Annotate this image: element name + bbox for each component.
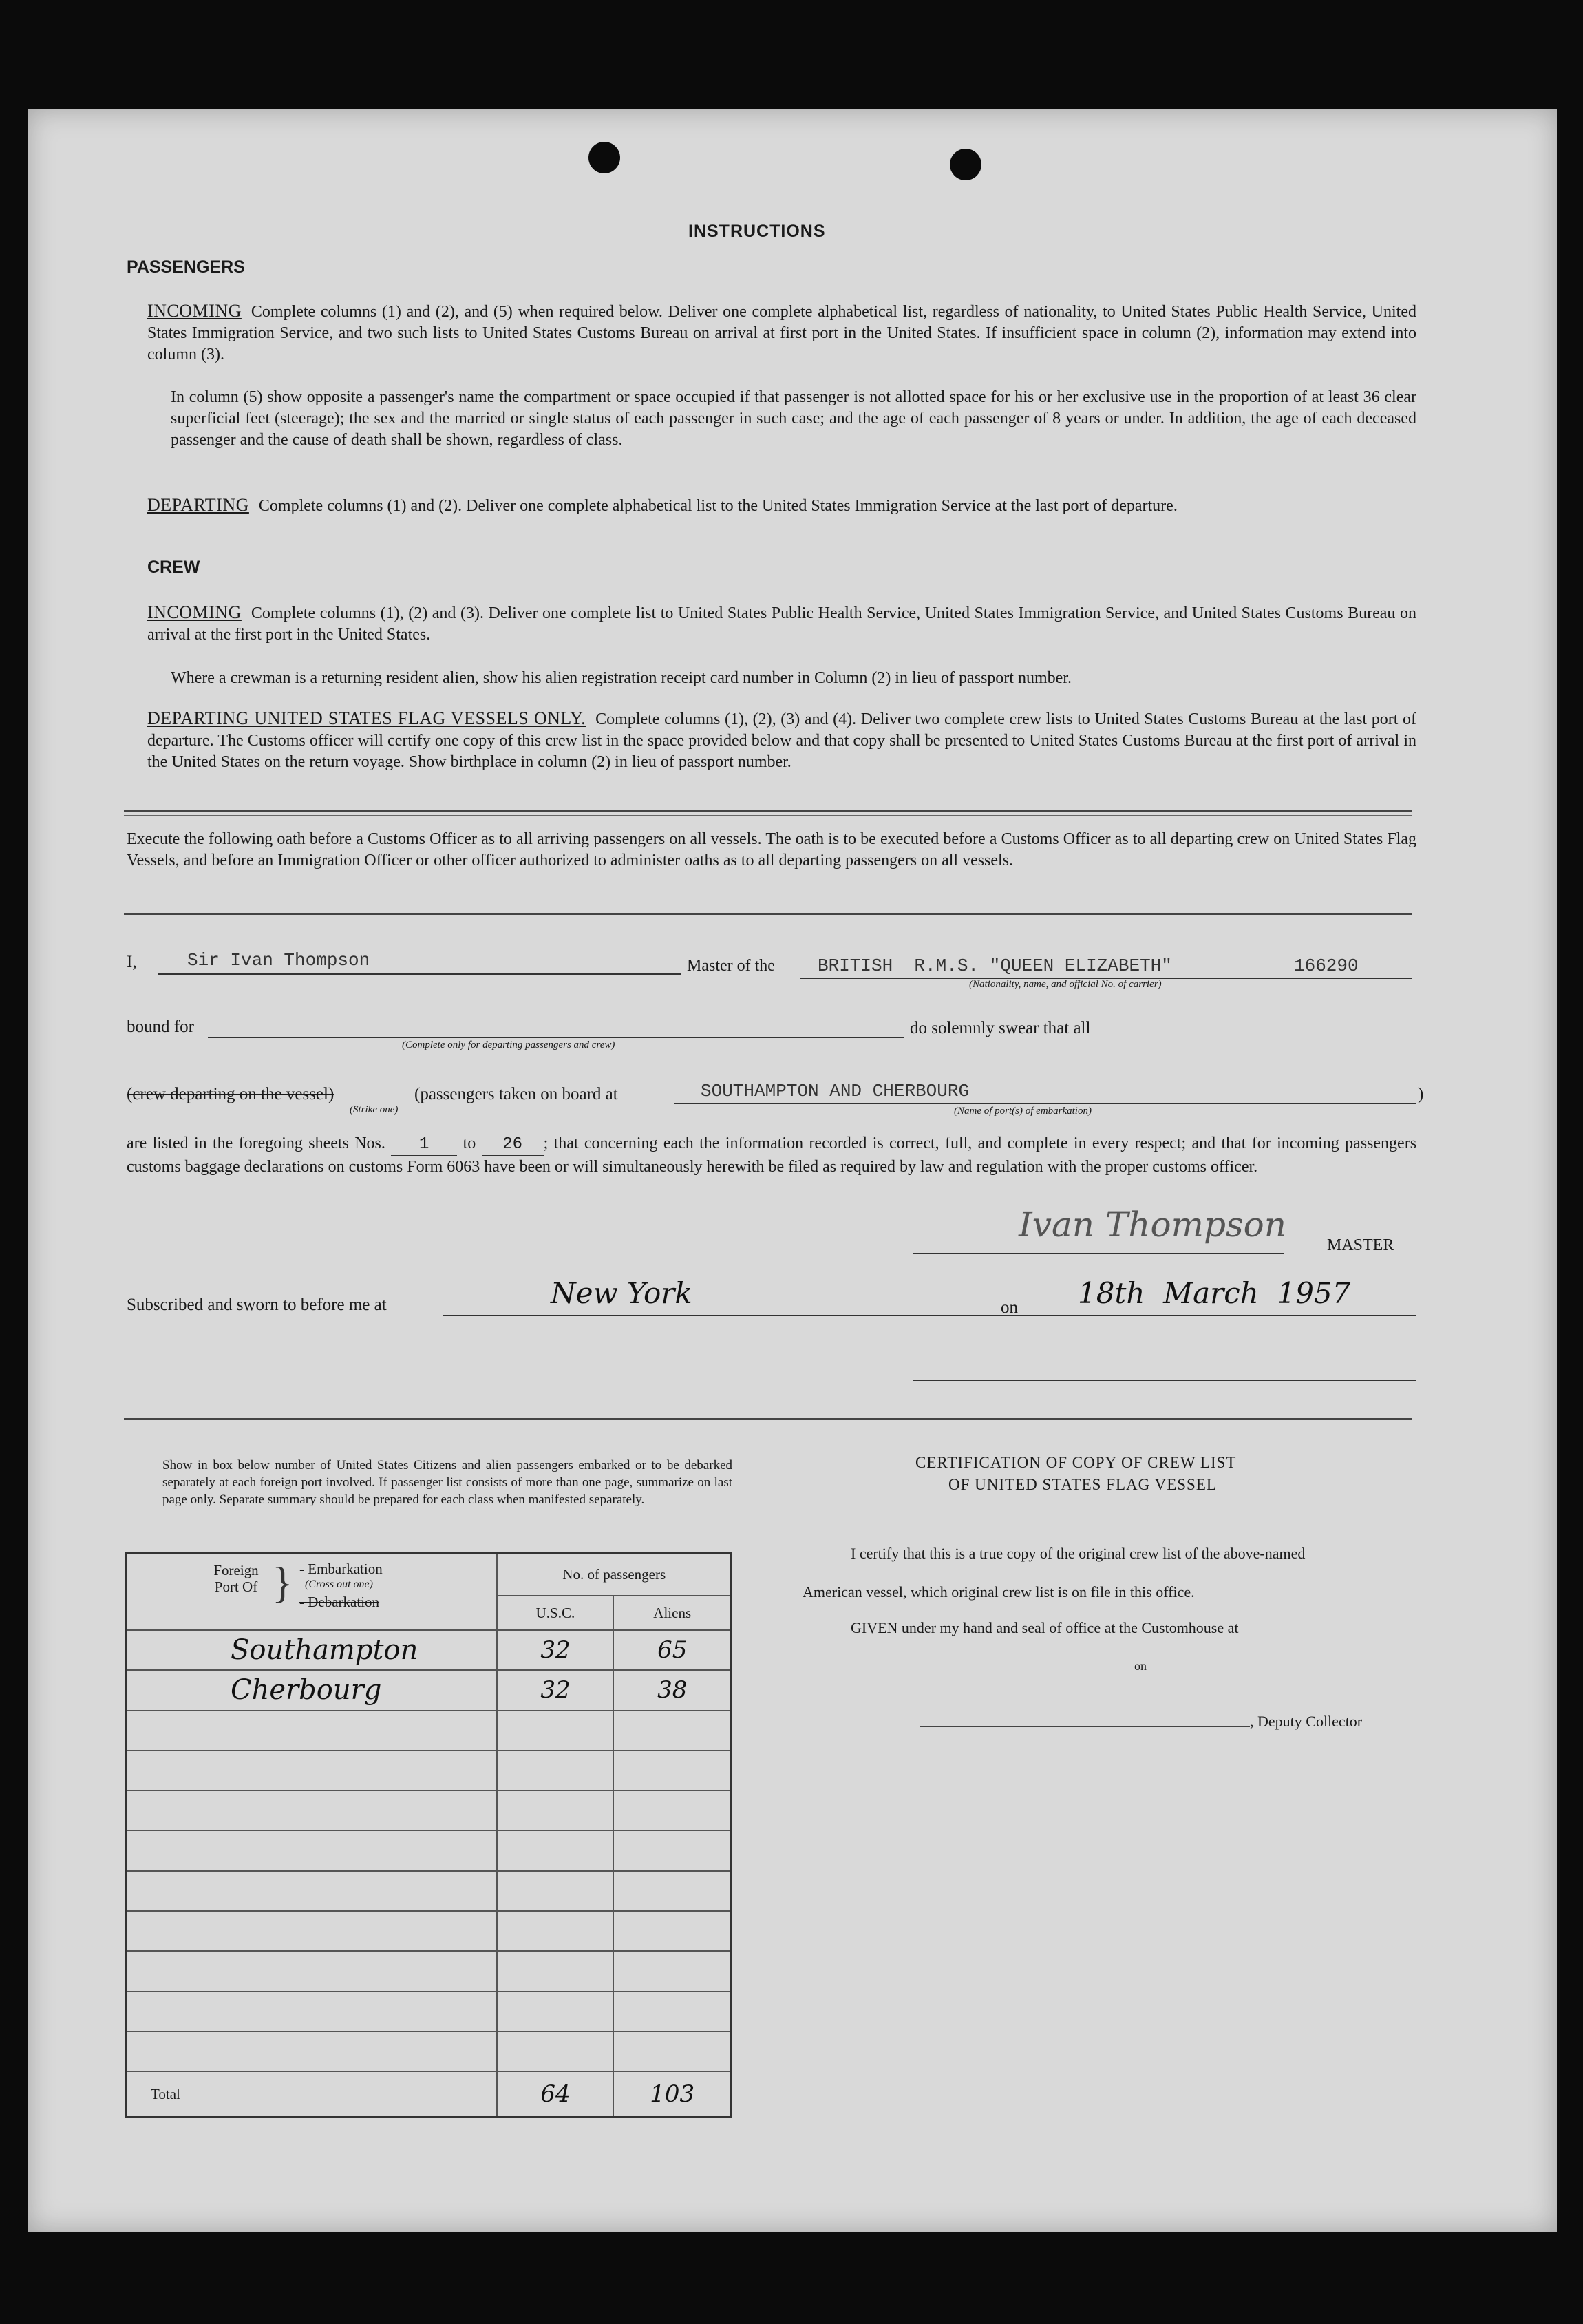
master-signature: Ivan Thompson <box>1019 1205 1286 1245</box>
crew-departing-label: DEPARTING UNITED STATES FLAG VESSELS ONLY. <box>147 708 586 728</box>
divider-top <box>124 810 1412 812</box>
official-number: 166290 <box>1294 955 1359 976</box>
to-label: to <box>463 1134 476 1152</box>
table-row <box>127 1871 732 1911</box>
crew-incoming-paragraph <box>147 602 1416 646</box>
strike-one-caption: (Strike one) <box>350 1104 399 1115</box>
crew-resident-paragraph: Where a crewman is a returning resident alien, show his alien registration receipt card number in Column (2) in lieu of passport number. <box>171 669 1072 687</box>
passengers-taken-label: (passengers taken on board at <box>414 1085 618 1103</box>
foreign-port-header <box>127 1553 498 1630</box>
certify-text: I certify that this is a true copy of the original crew list of the above-named <box>851 1545 1306 1562</box>
on-label: on <box>1001 1298 1018 1317</box>
crew-departing-struck: (crew departing on the vessel) <box>127 1085 334 1103</box>
sworn-place: New York <box>551 1276 692 1310</box>
table-row <box>127 1830 732 1870</box>
usc-cell: 32 <box>497 1670 613 1710</box>
given-text: GIVEN under my hand and seal of office at the Customhouse at <box>851 1619 1239 1636</box>
carrier-caption: (Nationality, name, and official No. of carrier) <box>969 979 1162 990</box>
listed-paragraph <box>127 1133 1416 1178</box>
ports-caption: (Name of port(s) of embarkation) <box>954 1106 1092 1117</box>
aliens-cell: 38 <box>613 1670 731 1710</box>
master-name-line <box>158 973 681 975</box>
passengers-departing-label: DEPARTING <box>147 495 249 515</box>
listed-suffix: ; that concerning each the information recorded is correct, full, and complete in every respect; and that for incoming passengers customs baggage declarations on customs Form 6063 have been or will simultaneously herewith be filed as required by law and regulation with the proper customs officer. <box>127 1134 1417 1176</box>
ports-close-paren: ) <box>1418 1085 1424 1103</box>
passengers-incoming-label: INCOMING <box>147 301 242 321</box>
passengers-departing-text: Complete columns (1) and (2). Deliver one complete alphabetical list to the United States Immigration Service at the last port of departure. <box>258 497 1178 515</box>
punch-hole-right <box>950 149 981 180</box>
officer-line <box>913 1380 1416 1381</box>
passengers-column5-paragraph: In column (5) show opposite a passenger's name the compartment or space occupied if that passenger is not allotted space for his or her exclusive use in the proportion of at least 36 clear superficial feet (steerage); the sex and the married or single status of each passenger in such case; and the age of each passenger of 8 years or under. In addition, the age of each deceased passenger and the cause of death shall be shown, regardless of class. <box>171 388 1416 449</box>
oath-instructions: Execute the following oath before a Customs Officer as to all arriving passengers on all vessels. The oath is to be executed before a Customs Officer as to all departing crew on United States Flag Vessels, and before an Immigration Officer or other officer authorized to administer oaths as to all departing passengers on all vessels. <box>127 830 1416 869</box>
bound-for-line <box>208 1037 904 1038</box>
master-of-label: Master of the <box>687 957 775 975</box>
swear-label: do solemnly swear that all <box>910 1019 1091 1037</box>
signature-line <box>913 1253 1284 1254</box>
listed-prefix: are listed in the foregoing sheets Nos. <box>127 1134 385 1152</box>
passengers-incoming-paragraph <box>147 300 1416 366</box>
divider-oath <box>124 913 1412 915</box>
table-row <box>127 1751 732 1790</box>
passengers-incoming-text: Complete columns (1) and (2), and (5) when required below. Deliver one complete alphabetical list, regardless of nationality, to United States Public Health Service, United States Immigration Service, and two such lists to United States Customs Bureau on arrival at first port in the United States. If insufficient space in column (2), information may extend into column (3). <box>147 303 1416 363</box>
summary-note: Show in box below number of United States Citizens and alien passengers embarked or to be debarked separately at each foreign port involved. If passenger list consists of more than one page, summarize on last page only. Separate summary should be prepared for each class when manifested separately. <box>162 1458 732 1507</box>
divider-top-thin <box>124 815 1412 816</box>
instructions-title: INSTRUCTIONS <box>688 222 826 241</box>
table-row <box>127 1951 732 1991</box>
table-row <box>127 1911 732 1951</box>
passengers-departing-paragraph <box>147 494 1416 517</box>
embarkation-ports: SOUTHAMPTON AND CHERBOURG <box>701 1081 970 1101</box>
master-title: MASTER <box>1327 1236 1394 1254</box>
sheet-from: 1 <box>391 1134 457 1156</box>
usc-cell: 32 <box>497 1630 613 1670</box>
certification-title-2: OF UNITED STATES FLAG VESSEL <box>948 1476 1217 1493</box>
port-cell: Southampton <box>127 1630 498 1670</box>
passenger-summary-table <box>125 1552 732 2118</box>
crew-departing-text: Complete columns (1), (2), (3) and (4). Deliver two complete crew lists to United States Customs Bureau at the last port of departure. The Customs officer will certify one copy of this crew list in the space provided below and that copy shall be presented to United States Customs Bureau at the first port of arrival in the United States on the return voyage. Show birthplace in column (2) in lieu of passport number. <box>147 710 1416 771</box>
ports-line <box>674 1103 1416 1104</box>
table-row <box>127 1711 732 1751</box>
divider-bottom <box>124 1418 1412 1420</box>
bound-for-caption: (Complete only for departing passengers and crew) <box>402 1039 615 1050</box>
master-name: Sir Ivan Thompson <box>187 950 370 971</box>
sworn-date: 18th March 1957 <box>1078 1276 1351 1310</box>
table-row <box>127 1670 732 1710</box>
debarkation-label: - Debarkation <box>299 1594 380 1610</box>
sheet-to: 26 <box>482 1134 544 1156</box>
bound-for-label: bound for <box>127 1017 194 1036</box>
embarkation-label: - Embarkation <box>299 1561 383 1577</box>
aliens-cell: 65 <box>613 1630 731 1670</box>
table-row <box>127 1790 732 1830</box>
certification-title-1: CERTIFICATION OF COPY OF CREW LIST <box>915 1454 1237 1471</box>
port-cell: Cherbourg <box>127 1670 498 1710</box>
cross-out-caption: (Cross out one) <box>305 1578 373 1590</box>
date-line <box>1031 1315 1416 1316</box>
total-usc: 64 <box>497 2071 613 2117</box>
table-row <box>127 2031 732 2071</box>
passengers-heading: PASSENGERS <box>127 257 245 277</box>
i-label: I, <box>127 953 137 971</box>
table-row <box>127 1992 732 2031</box>
deputy-line <box>920 1726 1250 1727</box>
place-line <box>443 1315 1031 1316</box>
crew-incoming-label: INCOMING <box>147 602 242 622</box>
aliens-header: Aliens <box>613 1596 731 1630</box>
usc-header: U.S.C. <box>497 1596 613 1630</box>
brace-glyph: } <box>272 1558 293 1607</box>
total-aliens: 103 <box>613 2071 731 2117</box>
crew-incoming-text: Complete columns (1), (2) and (3). Deliver one complete list to United States Public Health Service, United States Immigration Service, and United States Customs Bureau on arrival at the first port in the United States. <box>147 604 1416 644</box>
crew-heading: CREW <box>147 558 200 577</box>
document-page <box>28 109 1557 2232</box>
crew-departing-paragraph <box>147 708 1416 773</box>
american-text: American vessel, which original crew list is on file in this office. <box>803 1583 1195 1601</box>
table-row <box>127 1630 732 1670</box>
carrier-name: BRITISH R.M.S. "QUEEN ELIZABETH" <box>818 955 1172 976</box>
cert-on-label: on <box>1132 1659 1149 1673</box>
no-of-passengers-header: No. of passengers <box>497 1553 731 1596</box>
total-row <box>127 2071 732 2117</box>
total-label: Total <box>127 2071 498 2117</box>
subscribed-label: Subscribed and sworn to before me at <box>127 1296 387 1314</box>
deputy-collector-label: , Deputy Collector <box>1250 1713 1363 1730</box>
foreign-port-label: Foreign Port Of <box>213 1562 259 1595</box>
punch-hole-left <box>588 142 620 173</box>
